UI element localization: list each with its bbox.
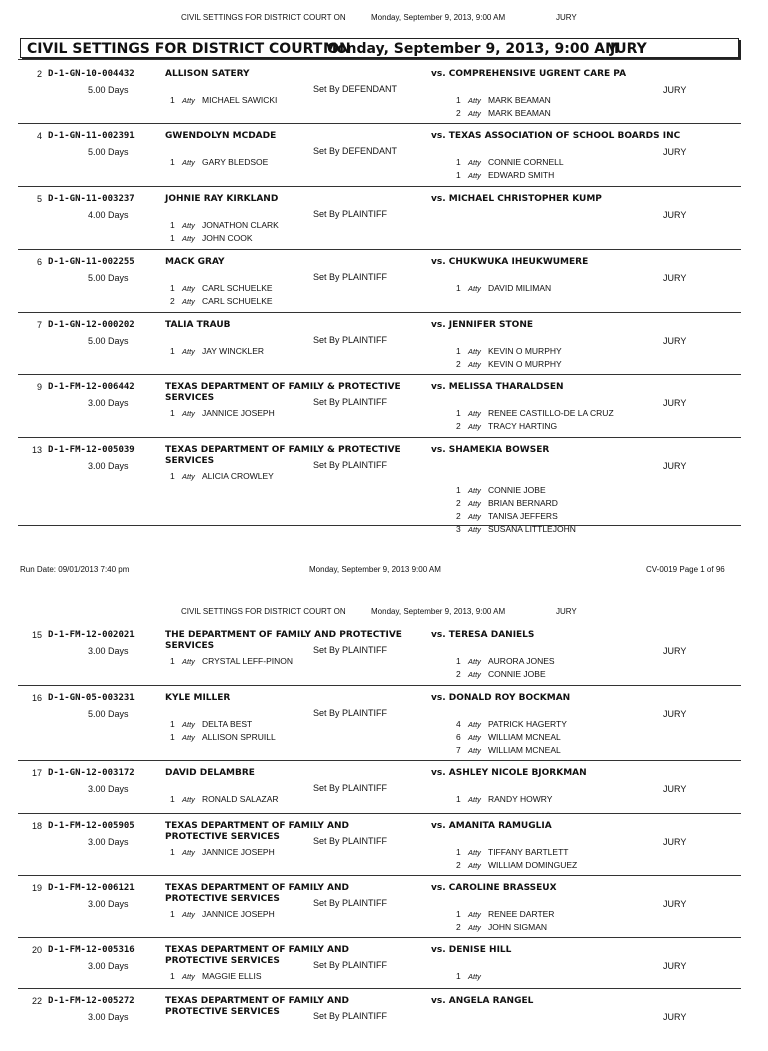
page-number: CV-0019 Page 1 of 96 bbox=[646, 565, 725, 574]
defendant-attorney bbox=[456, 283, 551, 293]
defendant-attorney bbox=[456, 95, 551, 105]
report-header-title: CIVIL SETTINGS FOR DISTRICT COURT ON bbox=[27, 41, 351, 57]
atty-label: Atty bbox=[468, 720, 481, 729]
plaintiff-name: KYLE MILLER bbox=[165, 693, 231, 703]
atty-label: Atty bbox=[182, 910, 195, 919]
atty-name: JOHN SIGMAN bbox=[488, 922, 548, 932]
atty-name: JOHN COOK bbox=[202, 233, 253, 243]
defendant-name: vs. ANGELA RANGEL bbox=[431, 996, 534, 1006]
atty-number: 1 bbox=[456, 157, 461, 167]
defendant-name: vs. ASHLEY NICOLE BJORKMAN bbox=[431, 768, 587, 778]
atty-number: 3 bbox=[456, 524, 461, 534]
set-by: Set By PLAINTIFF bbox=[313, 645, 388, 655]
atty-label: Atty bbox=[468, 486, 481, 495]
case-separator bbox=[18, 249, 741, 250]
atty-label: Atty bbox=[468, 109, 481, 118]
atty-number: 2 bbox=[456, 511, 461, 521]
case-number: D-1-FM-12-005905 bbox=[48, 821, 135, 831]
defendant-name: vs. MICHAEL CHRISTOPHER KUMP bbox=[431, 194, 602, 204]
atty-label: Atty bbox=[468, 499, 481, 508]
atty-number: 1 bbox=[456, 656, 461, 666]
jury-flag: JURY bbox=[663, 784, 687, 794]
atty-name: CONNIE JOBE bbox=[488, 485, 546, 495]
jury-flag: JURY bbox=[663, 709, 687, 719]
defendant-attorney bbox=[456, 346, 562, 356]
atty-label: Atty bbox=[468, 733, 481, 742]
defendant-name: vs. DENISE HILL bbox=[431, 945, 512, 955]
jury-flag: JURY bbox=[663, 336, 687, 346]
atty-name: JONATHON CLARK bbox=[202, 220, 279, 230]
atty-name: KEVIN O MURPHY bbox=[488, 346, 562, 356]
jury-flag: JURY bbox=[663, 837, 687, 847]
set-by: Set By DEFENDANT bbox=[313, 146, 398, 156]
case-days: 3.00 Days bbox=[88, 837, 129, 847]
plaintiff-name: TEXAS DEPARTMENT OF FAMILY AND PROTECTIVE SERVICES bbox=[165, 945, 350, 966]
jury-flag: JURY bbox=[663, 147, 687, 157]
atty-name: MAGGIE ELLIS bbox=[202, 971, 262, 981]
case-entry bbox=[18, 878, 741, 938]
atty-number: 2 bbox=[170, 296, 175, 306]
atty-label: Atty bbox=[182, 221, 195, 230]
atty-name: MARK BEAMAN bbox=[488, 95, 551, 105]
atty-name: MARK BEAMAN bbox=[488, 108, 551, 118]
case-days: 3.00 Days bbox=[88, 398, 129, 408]
case-days: 3.00 Days bbox=[88, 784, 129, 794]
set-by: Set By PLAINTIFF bbox=[313, 836, 388, 846]
jury-flag: JURY bbox=[663, 210, 687, 220]
atty-label: Atty bbox=[182, 848, 195, 857]
case-days: 4.00 Days bbox=[88, 210, 129, 220]
set-by: Set By PLAINTIFF bbox=[313, 335, 388, 345]
atty-number: 1 bbox=[456, 485, 461, 495]
atty-number: 1 bbox=[456, 95, 461, 105]
jury-flag: JURY bbox=[663, 398, 687, 408]
set-by: Set By PLAINTIFF bbox=[313, 708, 388, 718]
atty-label: Atty bbox=[182, 472, 195, 481]
case-seq-number: 2 bbox=[36, 69, 42, 79]
atty-label: Atty bbox=[468, 347, 481, 356]
atty-label: Atty bbox=[182, 234, 195, 243]
atty-name: JAY WINCKLER bbox=[202, 346, 265, 356]
atty-number: 2 bbox=[456, 498, 461, 508]
plaintiff-attorney bbox=[170, 346, 264, 356]
jury-flag: JURY bbox=[663, 646, 687, 656]
atty-label: Atty bbox=[182, 972, 195, 981]
atty-label: Atty bbox=[468, 861, 481, 870]
jury-flag: JURY bbox=[663, 899, 687, 909]
atty-name: CRYSTAL LEFF-PINON bbox=[202, 656, 293, 666]
atty-number: 2 bbox=[456, 669, 461, 679]
atty-number: 4 bbox=[456, 719, 461, 729]
atty-name: JANNICE JOSEPH bbox=[202, 847, 275, 857]
plaintiff-name: THE DEPARTMENT OF FAMILY AND PROTECTIVE SERVICES bbox=[165, 630, 402, 651]
run-date: Run Date: 09/01/2013 7:40 pm bbox=[20, 565, 130, 574]
atty-number: 2 bbox=[456, 108, 461, 118]
atty-name: CARL SCHUELKE bbox=[202, 283, 273, 293]
plaintiff-name: TEXAS DEPARTMENT OF FAMILY AND PROTECTIVE SERVICES bbox=[165, 821, 350, 842]
page-header-title: CIVIL SETTINGS FOR DISTRICT COURT ON bbox=[181, 13, 346, 22]
atty-label: Atty bbox=[468, 96, 481, 105]
defendant-attorney bbox=[456, 909, 554, 919]
atty-number: 1 bbox=[170, 656, 175, 666]
case-separator bbox=[18, 374, 741, 375]
atty-label: Atty bbox=[468, 171, 481, 180]
case-list-end-line bbox=[18, 525, 741, 526]
defendant-attorney bbox=[456, 408, 614, 418]
case-days: 5.00 Days bbox=[88, 85, 129, 95]
atty-number: 1 bbox=[456, 408, 461, 418]
atty-number: 2 bbox=[456, 860, 461, 870]
case-separator bbox=[18, 937, 741, 938]
atty-label: Atty bbox=[468, 284, 481, 293]
atty-name: CARL SCHUELKE bbox=[202, 296, 273, 306]
defendant-attorney bbox=[456, 421, 557, 431]
defendant-attorney bbox=[456, 359, 562, 369]
case-seq-number: 13 bbox=[31, 445, 42, 455]
atty-name: JANNICE JOSEPH bbox=[202, 408, 275, 418]
case-number: D-1-GN-12-000202 bbox=[48, 320, 135, 330]
case-number: D-1-GN-05-003231 bbox=[48, 693, 135, 703]
atty-number: 1 bbox=[170, 283, 175, 293]
case-entry bbox=[18, 688, 741, 755]
atty-number: 1 bbox=[456, 794, 461, 804]
case-entry bbox=[18, 816, 741, 876]
atty-number: 6 bbox=[456, 732, 461, 742]
atty-name: TANISA JEFFERS bbox=[488, 511, 558, 521]
atty-name: GARY BLEDSOE bbox=[202, 157, 269, 167]
atty-number: 1 bbox=[456, 170, 461, 180]
atty-number: 1 bbox=[456, 283, 461, 293]
case-separator bbox=[18, 875, 741, 876]
footer-date: Monday, September 9, 2013 9:00 AM bbox=[309, 565, 441, 574]
plaintiff-name: DAVID DELAMBRE bbox=[165, 768, 255, 778]
atty-label: Atty bbox=[468, 360, 481, 369]
atty-label: Atty bbox=[468, 923, 481, 932]
case-number: D-1-FM-12-006442 bbox=[48, 382, 135, 392]
page-header-date: Monday, September 9, 2013, 9:00 AM bbox=[371, 13, 506, 22]
atty-label: Atty bbox=[468, 158, 481, 167]
atty-name: DELTA BEST bbox=[202, 719, 253, 729]
case-days: 3.00 Days bbox=[88, 461, 129, 471]
atty-number: 1 bbox=[170, 471, 175, 481]
case-days: 3.00 Days bbox=[88, 961, 129, 971]
case-separator bbox=[18, 988, 741, 989]
case-days: 3.00 Days bbox=[88, 646, 129, 656]
case-seq-number: 15 bbox=[31, 630, 42, 640]
atty-label: Atty bbox=[468, 910, 481, 919]
set-by: Set By PLAINTIFF bbox=[313, 460, 388, 470]
atty-label: Atty bbox=[468, 512, 481, 521]
jury-flag: JURY bbox=[663, 1012, 687, 1022]
atty-number: 1 bbox=[170, 909, 175, 919]
case-entry bbox=[18, 440, 741, 534]
atty-number: 2 bbox=[456, 359, 461, 369]
atty-label: Atty bbox=[468, 848, 481, 857]
atty-name: SUSANA LITTLEJOHN bbox=[488, 524, 576, 534]
plaintiff-attorney bbox=[170, 296, 273, 306]
plaintiff-attorney bbox=[170, 157, 268, 167]
jury-flag: JURY bbox=[663, 273, 687, 283]
atty-label: Atty bbox=[182, 158, 195, 167]
atty-name: RANDY HOWRY bbox=[488, 794, 553, 804]
defendant-attorney bbox=[456, 485, 546, 495]
plaintiff-attorney bbox=[170, 656, 293, 666]
atty-number: 1 bbox=[456, 847, 461, 857]
atty-number: 1 bbox=[456, 971, 461, 981]
plaintiff-name: ALLISON SATERY bbox=[165, 69, 250, 79]
defendant-attorney bbox=[456, 971, 488, 981]
case-number: D-1-FM-12-005272 bbox=[48, 996, 135, 1006]
case-separator bbox=[18, 123, 741, 124]
plaintiff-attorney bbox=[170, 794, 279, 804]
jury-flag: JURY bbox=[663, 85, 687, 95]
atty-name: ALLISON SPRUILL bbox=[202, 732, 276, 742]
case-number: D-1-GN-10-004432 bbox=[48, 69, 135, 79]
atty-name: TRACY HARTING bbox=[488, 421, 558, 431]
atty-name: RONALD SALAZAR bbox=[202, 794, 279, 804]
defendant-name: vs. COMPREHENSIVE UGRENT CARE PA bbox=[431, 69, 627, 79]
case-entry bbox=[18, 377, 741, 437]
atty-label: Atty bbox=[468, 422, 481, 431]
atty-number: 1 bbox=[170, 95, 175, 105]
case-days: 5.00 Days bbox=[88, 147, 129, 157]
page2-header-type: JURY bbox=[556, 607, 577, 616]
set-by: Set By PLAINTIFF bbox=[313, 1011, 388, 1021]
case-days: 5.00 Days bbox=[88, 273, 129, 283]
atty-label: Atty bbox=[182, 96, 195, 105]
defendant-attorney bbox=[456, 745, 561, 755]
atty-name: MICHAEL SAWICKI bbox=[202, 95, 278, 105]
atty-number: 1 bbox=[170, 847, 175, 857]
defendant-attorney bbox=[456, 157, 564, 167]
case-days: 5.00 Days bbox=[88, 709, 129, 719]
plaintiff-name: TEXAS DEPARTMENT OF FAMILY AND PROTECTIVE SERVICES bbox=[165, 996, 350, 1017]
plaintiff-attorney bbox=[170, 283, 273, 293]
atty-label: Atty bbox=[468, 746, 481, 755]
defendant-name: vs. CHUKWUKA IHEUKWUMERE bbox=[431, 257, 589, 267]
case-number: D-1-GN-11-002391 bbox=[48, 131, 135, 141]
plaintiff-name: TEXAS DEPARTMENT OF FAMILY & PROTECTIVE SERVICES bbox=[165, 445, 401, 466]
atty-label: Atty bbox=[468, 409, 481, 418]
atty-number: 2 bbox=[456, 922, 461, 932]
case-number: D-1-FM-12-005039 bbox=[48, 445, 135, 455]
atty-name: WILLIAM MCNEAL bbox=[488, 732, 561, 742]
page2-header-date: Monday, September 9, 2013, 9:00 AM bbox=[371, 607, 506, 616]
case-number: D-1-GN-12-003172 bbox=[48, 768, 135, 778]
atty-name: RENEE DARTER bbox=[488, 909, 555, 919]
defendant-attorney bbox=[456, 170, 554, 180]
set-by: Set By PLAINTIFF bbox=[313, 960, 388, 970]
case-seq-number: 9 bbox=[36, 382, 42, 392]
defendant-attorney bbox=[456, 847, 568, 857]
plaintiff-attorney bbox=[170, 971, 262, 981]
set-by: Set By PLAINTIFF bbox=[313, 397, 388, 407]
defendant-name: vs. JENNIFER STONE bbox=[431, 320, 533, 330]
case-seq-number: 5 bbox=[36, 194, 42, 204]
case-separator bbox=[18, 312, 741, 313]
set-by: Set By PLAINTIFF bbox=[313, 898, 388, 908]
plaintiff-attorney bbox=[170, 233, 253, 243]
case-seq-number: 7 bbox=[36, 320, 42, 330]
atty-number: 1 bbox=[170, 220, 175, 230]
plaintiff-name: MACK GRAY bbox=[165, 257, 225, 267]
atty-label: Atty bbox=[182, 720, 195, 729]
atty-number: 1 bbox=[170, 408, 175, 418]
plaintiff-attorney bbox=[170, 95, 277, 105]
defendant-attorney bbox=[456, 511, 558, 521]
defendant-attorney bbox=[456, 719, 567, 729]
atty-label: Atty bbox=[468, 657, 481, 666]
atty-name: PATRICK HAGERTY bbox=[488, 719, 567, 729]
plaintiff-attorney bbox=[170, 909, 275, 919]
case-number: D-1-FM-12-005316 bbox=[48, 945, 135, 955]
case-entry bbox=[18, 252, 741, 312]
atty-number: 1 bbox=[456, 346, 461, 356]
jury-flag: JURY bbox=[663, 461, 687, 471]
atty-number: 7 bbox=[456, 745, 461, 755]
page-header-type: JURY bbox=[556, 13, 577, 22]
atty-number: 2 bbox=[456, 421, 461, 431]
plaintiff-name: TEXAS DEPARTMENT OF FAMILY AND PROTECTIVE SERVICES bbox=[165, 883, 350, 904]
case-separator bbox=[18, 437, 741, 438]
atty-name: AURORA JONES bbox=[488, 656, 555, 666]
atty-number: 1 bbox=[170, 346, 175, 356]
case-entry bbox=[18, 64, 741, 124]
defendant-attorney bbox=[456, 656, 555, 666]
defendant-name: vs. AMANITA RAMUGLIA bbox=[431, 821, 552, 831]
page2-header-title: CIVIL SETTINGS FOR DISTRICT COURT ON bbox=[181, 607, 346, 616]
plaintiff-name: JOHNIE RAY KIRKLAND bbox=[165, 194, 279, 204]
atty-number: 1 bbox=[170, 157, 175, 167]
plaintiff-attorney bbox=[170, 471, 274, 481]
defendant-attorney bbox=[456, 108, 551, 118]
atty-label: Atty bbox=[468, 525, 481, 534]
case-separator bbox=[18, 685, 741, 686]
plaintiff-name: GWENDOLYN MCDADE bbox=[165, 131, 277, 141]
atty-label: Atty bbox=[182, 795, 195, 804]
atty-number: 1 bbox=[456, 909, 461, 919]
set-by: Set By PLAINTIFF bbox=[313, 272, 388, 282]
atty-name: BRIAN BERNARD bbox=[488, 498, 558, 508]
case-entry bbox=[18, 315, 741, 375]
defendant-attorney bbox=[456, 669, 546, 679]
defendant-attorney bbox=[456, 860, 577, 870]
plaintiff-attorney bbox=[170, 408, 275, 418]
report-header-date: Monday, September 9, 2013, 9:00 AM bbox=[323, 41, 620, 57]
atty-number: 1 bbox=[170, 233, 175, 243]
case-separator bbox=[18, 59, 741, 60]
case-days: 3.00 Days bbox=[88, 1012, 129, 1022]
defendant-name: vs. TEXAS ASSOCIATION OF SCHOOL BOARDS INC bbox=[431, 131, 681, 141]
case-entry bbox=[18, 625, 741, 685]
plaintiff-name: TALIA TRAUB bbox=[165, 320, 231, 330]
atty-number: 1 bbox=[170, 794, 175, 804]
atty-name: RENEE CASTILLO-DE LA CRUZ bbox=[488, 408, 614, 418]
plaintiff-attorney bbox=[170, 847, 275, 857]
case-separator bbox=[18, 760, 741, 761]
defendant-name: vs. CAROLINE BRASSEUX bbox=[431, 883, 557, 893]
case-number: D-1-FM-12-006121 bbox=[48, 883, 135, 893]
case-number: D-1-GN-11-003237 bbox=[48, 194, 135, 204]
case-seq-number: 20 bbox=[31, 945, 42, 955]
atty-name: ALICIA CROWLEY bbox=[202, 471, 274, 481]
atty-name: KEVIN O MURPHY bbox=[488, 359, 562, 369]
atty-label: Atty bbox=[182, 284, 195, 293]
plaintiff-attorney bbox=[170, 220, 279, 230]
case-entry bbox=[18, 991, 741, 1051]
atty-label: Atty bbox=[468, 795, 481, 804]
defendant-name: vs. DONALD ROY BOCKMAN bbox=[431, 693, 571, 703]
defendant-attorney bbox=[456, 732, 561, 742]
atty-name: CONNIE JOBE bbox=[488, 669, 546, 679]
plaintiff-attorney bbox=[170, 719, 252, 729]
case-number: D-1-FM-12-002021 bbox=[48, 630, 135, 640]
atty-label: Atty bbox=[182, 657, 195, 666]
set-by: Set By PLAINTIFF bbox=[313, 783, 388, 793]
case-seq-number: 19 bbox=[31, 883, 42, 893]
atty-label: Atty bbox=[468, 670, 481, 679]
case-entry bbox=[18, 189, 741, 249]
defendant-name: vs. MELISSA THARALDSEN bbox=[431, 382, 564, 392]
atty-label: Atty bbox=[182, 347, 195, 356]
atty-label: Atty bbox=[182, 733, 195, 742]
atty-name: EDWARD SMITH bbox=[488, 170, 555, 180]
case-entry bbox=[18, 126, 741, 186]
atty-name: CONNIE CORNELL bbox=[488, 157, 564, 167]
case-seq-number: 6 bbox=[36, 257, 42, 267]
case-seq-number: 17 bbox=[31, 768, 42, 778]
case-seq-number: 16 bbox=[31, 693, 42, 703]
atty-label: Atty bbox=[182, 409, 195, 418]
case-number: D-1-GN-11-002255 bbox=[48, 257, 135, 267]
atty-label: Atty bbox=[182, 297, 195, 306]
case-separator bbox=[18, 813, 741, 814]
atty-number: 1 bbox=[170, 719, 175, 729]
jury-flag: JURY bbox=[663, 961, 687, 971]
atty-name: TIFFANY BARTLETT bbox=[488, 847, 569, 857]
atty-number: 1 bbox=[170, 971, 175, 981]
atty-name: WILLIAM MCNEAL bbox=[488, 745, 561, 755]
defendant-name: vs. TERESA DANIELS bbox=[431, 630, 535, 640]
atty-label: Atty bbox=[468, 972, 481, 981]
defendant-name: vs. SHAMEKIA BOWSER bbox=[431, 445, 550, 455]
case-seq-number: 18 bbox=[31, 821, 42, 831]
case-entry bbox=[18, 763, 741, 823]
defendant-attorney bbox=[456, 922, 547, 932]
case-days: 5.00 Days bbox=[88, 336, 129, 346]
case-separator bbox=[18, 186, 741, 187]
report-header-type: JURY bbox=[610, 41, 647, 57]
atty-name: WILLIAM DOMINGUEZ bbox=[488, 860, 578, 870]
defendant-attorney bbox=[456, 794, 552, 804]
case-days: 3.00 Days bbox=[88, 899, 129, 909]
plaintiff-name: TEXAS DEPARTMENT OF FAMILY & PROTECTIVE SERVICES bbox=[165, 382, 401, 403]
set-by: Set By PLAINTIFF bbox=[313, 209, 388, 219]
set-by: Set By DEFENDANT bbox=[313, 84, 398, 94]
plaintiff-attorney bbox=[170, 732, 276, 742]
defendant-attorney bbox=[456, 498, 558, 508]
case-seq-number: 22 bbox=[31, 996, 42, 1006]
atty-name: JANNICE JOSEPH bbox=[202, 909, 275, 919]
case-seq-number: 4 bbox=[36, 131, 42, 141]
atty-number: 1 bbox=[170, 732, 175, 742]
atty-name: DAVID MILIMAN bbox=[488, 283, 552, 293]
report-header-box bbox=[20, 38, 739, 58]
